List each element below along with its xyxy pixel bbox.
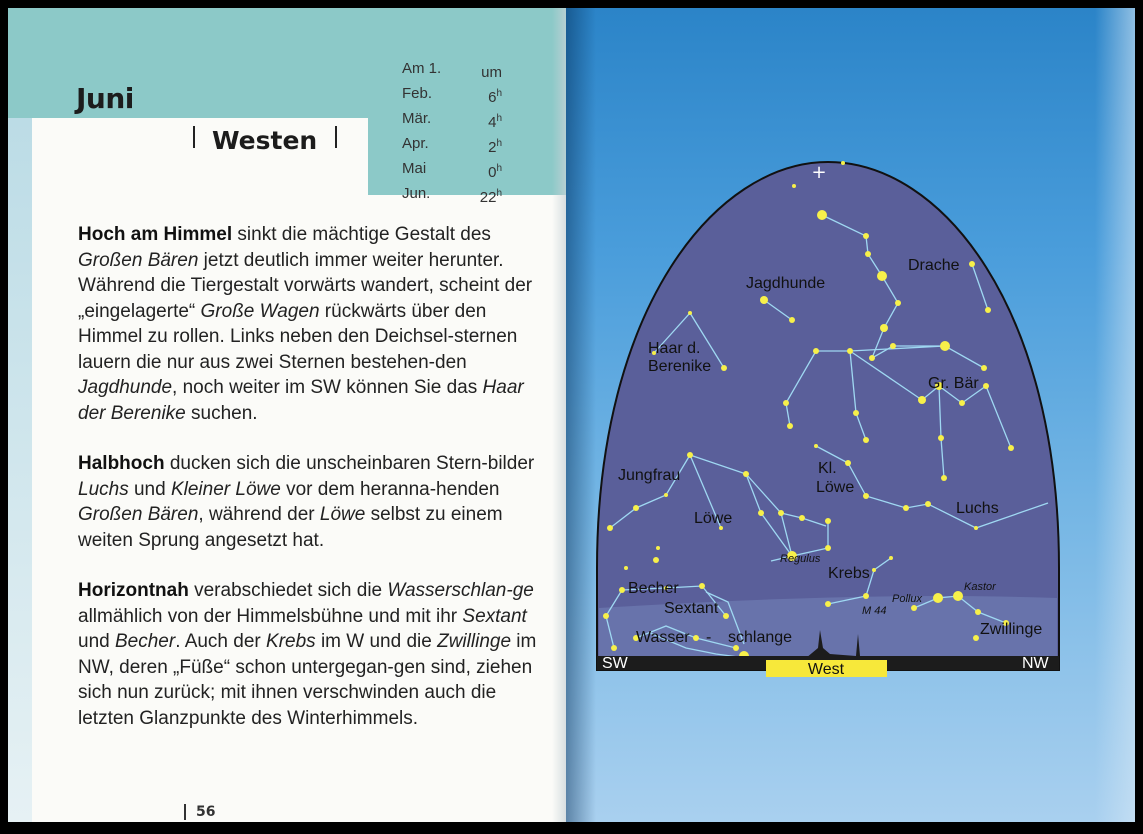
- label-wasser: Wasser: [636, 629, 690, 646]
- time-unit: h: [496, 88, 502, 99]
- time-value: 0: [488, 164, 497, 181]
- book-gutter-shadow: [552, 8, 566, 822]
- label-kl: Kl.: [818, 460, 837, 477]
- time-value: um: [481, 64, 502, 81]
- label-gr-baer: Gr. Bär: [928, 375, 979, 392]
- time-row: [402, 83, 502, 108]
- paragraph-text: und: [78, 631, 115, 652]
- label-pollux: Pollux: [892, 593, 922, 605]
- paragraph-emphasis: Zwillinge: [437, 631, 512, 652]
- label-loewe: Löwe: [694, 510, 733, 527]
- direction-bracket-left: [193, 126, 195, 148]
- label-sextant: Sextant: [664, 600, 719, 617]
- label-haar-2: Berenike: [648, 358, 712, 375]
- paragraph-emphasis: Löwe: [319, 504, 366, 525]
- label-krebs: Krebs: [828, 565, 870, 582]
- time-value: 4: [488, 114, 497, 131]
- paragraph-text: verabschiedet sich die: [188, 580, 388, 601]
- page-color-stripe: [8, 8, 32, 822]
- time-row-hour: [488, 133, 502, 158]
- time-value: 2: [488, 139, 497, 156]
- paragraph-lead: Horizontnah: [78, 580, 189, 601]
- paragraph-text: vor dem heranna-henden: [280, 478, 500, 500]
- paragraph-emphasis: Luchs: [78, 478, 129, 500]
- label-regulus: Regulus: [780, 553, 821, 565]
- paragraph-text: sinkt die mächtige Gestalt des: [232, 224, 491, 245]
- paragraph-lead: Halbhoch: [78, 453, 165, 474]
- label-jungfrau: Jungfrau: [618, 467, 681, 484]
- time-row: [402, 58, 502, 83]
- label-kl-loewe: Löwe: [816, 479, 855, 496]
- direction-title: Westen: [212, 126, 318, 155]
- paragraph-text: suchen.: [185, 402, 258, 424]
- time-row: [402, 183, 502, 208]
- label-zwillinge: Zwillinge: [980, 621, 1043, 638]
- paragraph-text: , noch weiter im SW können Sie das: [172, 377, 483, 398]
- paragraph: [78, 222, 548, 426]
- paragraph-emphasis: Großen Bären: [78, 504, 199, 525]
- time-row-date: Feb.: [402, 85, 433, 102]
- month-title: Juni: [76, 82, 134, 115]
- paragraph-text: im NW, deren „Füße“ schon untergegan-gen sind, ziehen sich nun zurück; mit ihnen verschwinden auch die letzten Glanzpunkte des Winterhimmels.: [78, 631, 537, 729]
- time-row: [402, 108, 502, 133]
- paragraph-text: und: [128, 478, 171, 500]
- paragraph-text: rückwärts über den Himmel zu rollen. Links neben den Deichsel-sternen lauern die nur aus zwei Sternen bestehen-den: [78, 300, 518, 373]
- time-row: [402, 133, 502, 158]
- label-m44: M 44: [862, 605, 887, 617]
- time-row-hour: [488, 108, 502, 133]
- time-unit: h: [496, 138, 502, 149]
- paragraph-lead: Hoch am Himmel: [78, 224, 233, 245]
- page-edge: [1095, 8, 1135, 822]
- paragraph-text: jetzt deutlich immer weiter herunter. Während die Tiergestalt vorwärts wandert, scheint der „eingelagerte“: [78, 249, 533, 322]
- paragraph-text: im W und die: [315, 631, 438, 652]
- label-kastor: Kastor: [964, 581, 996, 593]
- time-row-date: Jun.: [402, 185, 431, 202]
- time-unit: h: [496, 113, 502, 124]
- paragraph-text: ducken sich die unscheinbaren Stern-bilder: [164, 453, 535, 474]
- star-map: [566, 8, 1135, 822]
- paragraph: [78, 578, 548, 731]
- direction-bracket-right: [335, 126, 337, 148]
- horizon-nw: NW: [1022, 655, 1049, 672]
- paragraph-emphasis: Krebs: [266, 631, 316, 652]
- paragraph-text: , während der: [198, 504, 320, 525]
- horizon-west: West: [807, 661, 845, 678]
- time-row-hour: [481, 58, 502, 83]
- page-number: 56: [184, 804, 215, 820]
- time-row: [402, 158, 502, 183]
- paragraph-emphasis: Jagdhunde: [78, 377, 173, 398]
- left-page: [8, 8, 566, 822]
- paragraph-emphasis: Wasserschlan-ge: [387, 580, 534, 601]
- horizon-sw: SW: [602, 655, 628, 672]
- label-schlange: schlange: [728, 629, 793, 646]
- observation-times-table: [402, 58, 502, 208]
- time-row-hour: [480, 183, 502, 208]
- time-unit: h: [496, 188, 502, 199]
- description-text: [78, 222, 548, 756]
- book-fold-shadow: [566, 8, 596, 822]
- paragraph-emphasis: Becher: [114, 631, 176, 652]
- label-becher: Becher: [628, 580, 679, 597]
- time-value: 6: [488, 89, 497, 106]
- paragraph: [78, 451, 548, 553]
- time-row-hour: [488, 158, 502, 183]
- paragraph-text: allmählich von der Himmelsbühne und mit ihr: [78, 605, 463, 627]
- time-row-date: Mär.: [402, 110, 432, 127]
- time-row-date: Mai: [402, 160, 427, 177]
- paragraph-emphasis: Sextant: [462, 605, 527, 627]
- paragraph-emphasis: Große Wagen: [200, 300, 320, 322]
- label-dash: -: [706, 629, 712, 646]
- time-row-date: Apr.: [402, 135, 429, 152]
- label-jagdhunde: Jagdhunde: [746, 275, 826, 292]
- zenith-marker: +: [811, 162, 827, 183]
- label-haar-1: Haar d.: [648, 340, 701, 357]
- time-row-hour: [488, 83, 502, 108]
- time-row-date: Am 1.: [402, 60, 442, 77]
- time-value: 22: [479, 189, 497, 206]
- paragraph-text: . Auch der: [175, 631, 267, 652]
- label-luchs: Luchs: [956, 500, 999, 517]
- right-page: [566, 8, 1135, 822]
- label-drache: Drache: [908, 257, 960, 274]
- paragraph-emphasis: Großen Bären: [78, 249, 199, 271]
- time-unit: h: [496, 163, 502, 174]
- paragraph-emphasis: Kleiner Löwe: [170, 478, 281, 500]
- paragraph-text: selbst zu einem weiten Sprung angesetzt hat.: [78, 504, 503, 551]
- paragraph-emphasis: Haar der Berenike: [78, 377, 524, 424]
